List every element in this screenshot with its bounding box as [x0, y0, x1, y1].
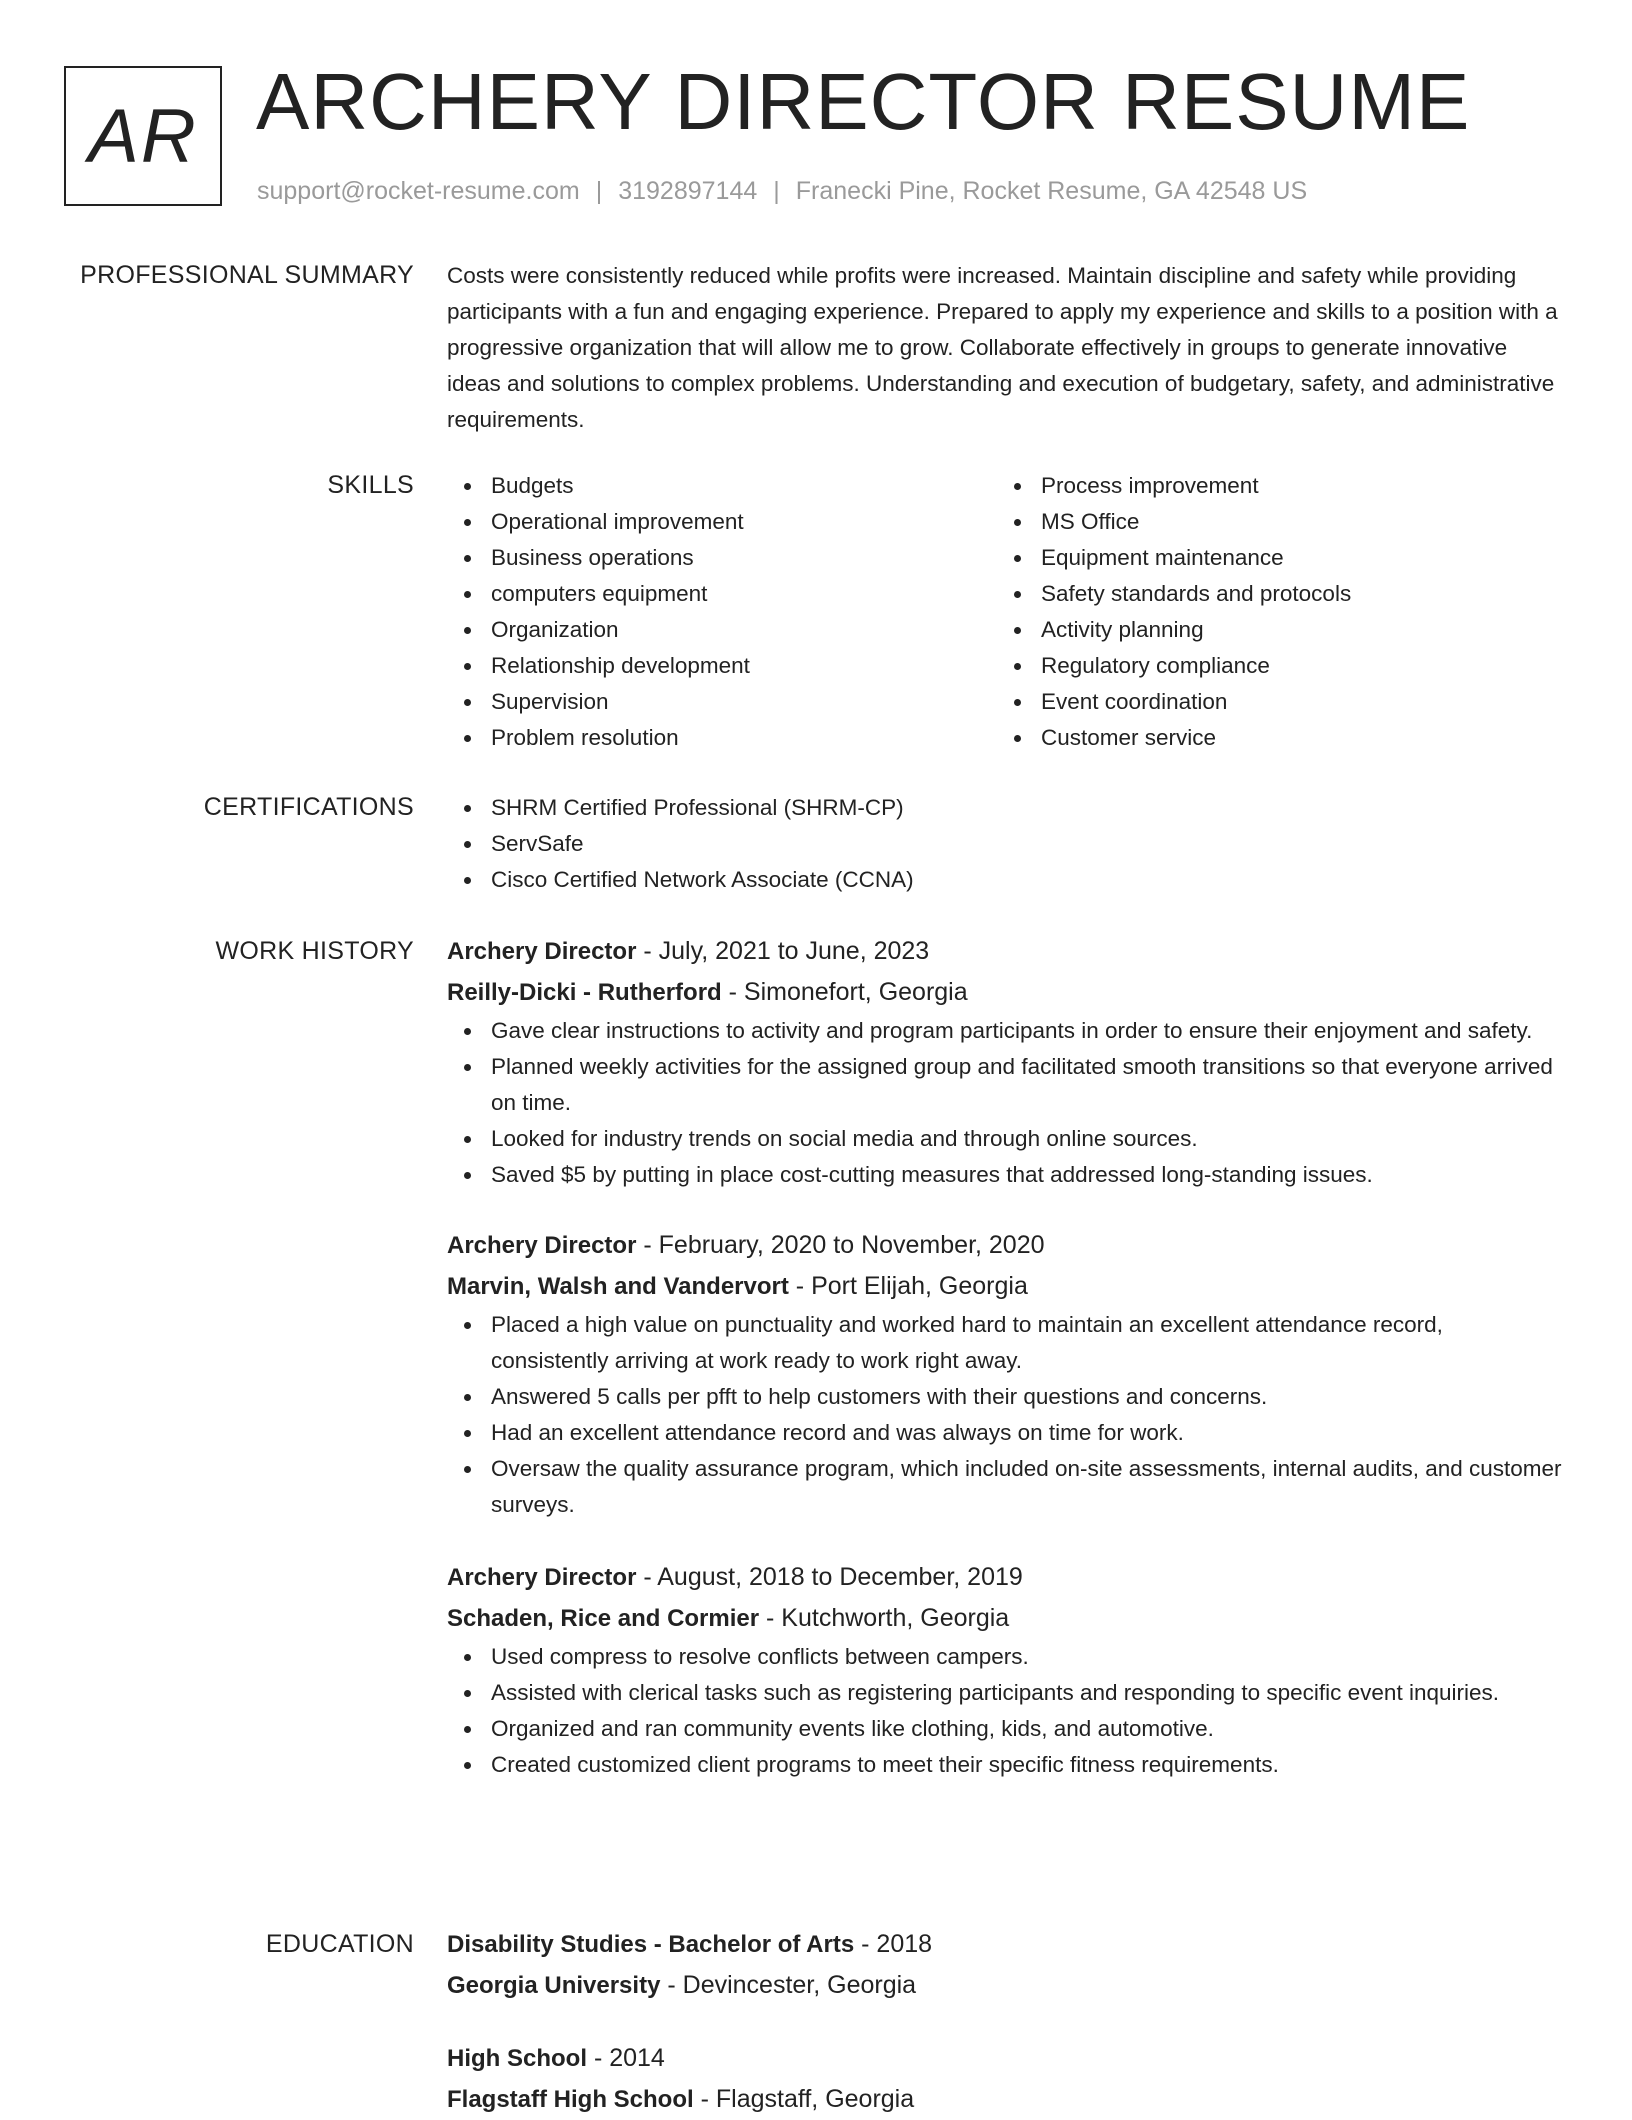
job-company-line [447, 1266, 1562, 1307]
job-dates: - July, 2021 to June, 2023 [636, 937, 930, 965]
job-company: Marvin, Walsh and Vandervort [447, 1273, 789, 1300]
contact-line [257, 176, 1307, 206]
job-location: - Kutchworth, Georgia [759, 1604, 1010, 1632]
job-entry [447, 1225, 1562, 1523]
education-location: - Devincester, Georgia [660, 1971, 917, 1999]
job-duty: Created customized client programs to meet their specific fitness requirements. [447, 1747, 1562, 1783]
education-year: - 2018 [854, 1930, 933, 1958]
skill-item: computers equipment [447, 576, 997, 612]
job-duty: Planned weekly activities for the assigned group and facilitated smooth transitions so that everyone arrived on time. [447, 1049, 1562, 1121]
job-duty: Oversaw the quality assurance program, which included on-site assessments, internal audits, and customer surveys. [447, 1451, 1562, 1523]
job-company-line [447, 972, 1562, 1013]
education-heading: EDUCATION [265, 1930, 414, 1958]
contact-separator: | [595, 177, 603, 205]
summary-text: Costs were consistently reduced while profits were increased. Maintain discipline and safety while providing participants with a fun and engaging experience. Prepared to apply my experience and skills to a position with a progressive organization that will allow me to grow. Collaborate effectively in groups to generate innovative ideas and solutions to complex problems. Understanding and execution of budgetary, safety, and administrative requirements. [447, 263, 1558, 432]
job-duty: Gave clear instructions to activity and program participants in order to ensure their enjoyment and safety. [447, 1013, 1562, 1049]
job-duties-list [447, 1639, 1562, 1783]
job-duty: Had an excellent attendance record and was always on time for work. [447, 1415, 1562, 1451]
skill-item: Organization [447, 612, 997, 648]
skill-item: Regulatory compliance [997, 648, 1547, 684]
certifications-heading: CERTIFICATIONS [203, 793, 414, 821]
certification-item: SHRM Certified Professional (SHRM-CP) [447, 790, 1562, 826]
education-degree-line [447, 2038, 1562, 2079]
skill-item: Supervision [447, 684, 997, 720]
skills-heading: SKILLS [327, 471, 414, 499]
job-company-line [447, 1598, 1562, 1639]
skill-item: Relationship development [447, 648, 997, 684]
work-history-body [447, 931, 1562, 1783]
certification-item: Cisco Certified Network Associate (CCNA) [447, 862, 1562, 898]
skill-item: Equipment maintenance [997, 540, 1547, 576]
skill-item: MS Office [997, 504, 1547, 540]
job-dates: - February, 2020 to November, 2020 [636, 1231, 1045, 1259]
skill-item: Safety standards and protocols [997, 576, 1547, 612]
education-school-line [447, 1965, 1562, 2006]
education-degree: Disability Studies - Bachelor of Arts [447, 1931, 855, 1958]
job-title: Archery Director [447, 1232, 637, 1259]
job-title-line [447, 931, 1562, 972]
certifications-list [447, 790, 1562, 898]
skill-item: Activity planning [997, 612, 1547, 648]
job-location: - Simonefort, Georgia [721, 978, 968, 1006]
contact-address: Franecki Pine, Rocket Resume, GA 42548 US [795, 177, 1308, 205]
monogram-logo: AR [64, 66, 222, 206]
certifications-body [447, 790, 1562, 898]
contact-phone: 3192897144 [618, 177, 758, 205]
skills-list-left [447, 468, 997, 756]
job-entry [447, 1557, 1562, 1783]
skill-item: Customer service [997, 720, 1547, 756]
skill-item: Operational improvement [447, 504, 997, 540]
job-company: Schaden, Rice and Cormier [447, 1605, 760, 1632]
job-title-line [447, 1557, 1562, 1598]
skill-item: Event coordination [997, 684, 1547, 720]
job-duty: Placed a high value on punctuality and worked hard to maintain an excellent attendance record, consistently arriving at work ready to work right away. [447, 1307, 1562, 1379]
contact-separator: | [773, 177, 780, 205]
education-body [447, 1924, 1562, 2120]
skills-list-right [997, 468, 1547, 756]
resume-title: ARCHERY DIRECTOR RESUME [256, 57, 1471, 146]
job-duty: Saved $5 by putting in place cost-cutting measures that addressed long-standing issues. [447, 1157, 1562, 1193]
education-location: - Flagstaff, Georgia [693, 2085, 915, 2113]
contact-email: support@rocket-resume.com [257, 177, 580, 205]
job-company: Reilly-Dicki - Rutherford [447, 979, 722, 1006]
skill-item: Budgets [447, 468, 997, 504]
summary-body [447, 258, 1562, 438]
work-history-heading: WORK HISTORY [215, 937, 414, 965]
job-dates: - August, 2018 to December, 2019 [636, 1563, 1023, 1591]
job-title: Archery Director [447, 1564, 637, 1591]
skill-item: Business operations [447, 540, 997, 576]
job-location: - Port Elijah, Georgia [788, 1272, 1028, 1300]
summary-heading: PROFESSIONAL SUMMARY [80, 261, 414, 289]
job-duty: Organized and ran community events like clothing, kids, and automotive. [447, 1711, 1562, 1747]
skill-item: Process improvement [997, 468, 1547, 504]
education-degree: High School [447, 2045, 587, 2072]
education-school: Flagstaff High School [447, 2086, 694, 2113]
certification-item: ServSafe [447, 826, 1562, 862]
job-duty: Looked for industry trends on social media and through online sources. [447, 1121, 1562, 1157]
education-degree-line [447, 1924, 1562, 1965]
education-entry [447, 1924, 1562, 2006]
education-year: - 2014 [587, 2044, 665, 2072]
skills-body [447, 468, 1562, 756]
skill-item: Problem resolution [447, 720, 997, 756]
job-title: Archery Director [447, 938, 637, 965]
job-title-line [447, 1225, 1562, 1266]
education-school: Georgia University [447, 1972, 661, 1999]
job-duty: Used compress to resolve conflicts between campers. [447, 1639, 1562, 1675]
job-duty: Answered 5 calls per pfft to help customers with their questions and concerns. [447, 1379, 1562, 1415]
education-school-line [447, 2079, 1562, 2120]
job-duties-list [447, 1013, 1562, 1193]
job-duties-list [447, 1307, 1562, 1523]
education-entry [447, 2038, 1562, 2120]
job-duty: Assisted with clerical tasks such as registering participants and responding to specific event inquiries. [447, 1675, 1562, 1711]
job-entry [447, 931, 1562, 1193]
